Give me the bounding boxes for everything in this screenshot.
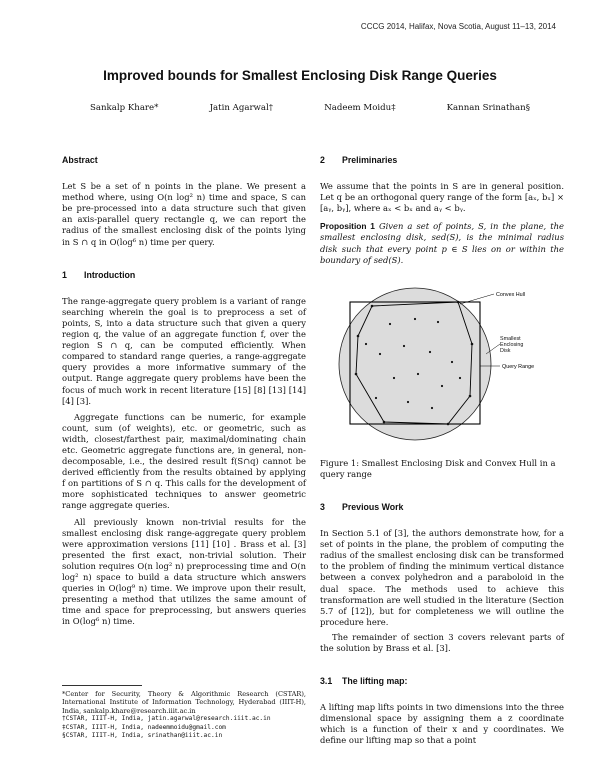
enclosing-disk	[339, 288, 491, 440]
proposition-label: Proposition 1	[320, 221, 375, 232]
section-title: The lifting map:	[342, 676, 408, 687]
label-enclosing-disk-wrap	[500, 336, 560, 362]
prelim-text: We assume that the points in S are in general position. Let q be an orthogonal query range of the form [aₓ, bₓ] × [aᵧ, bᵧ], where aₓ < bₓ and aᵧ < bᵧ.	[320, 181, 564, 214]
intro-paragraph-1: The range-aggregate query problem is a variant of range searching wherein the goal is to preprocess a set of points, S, into a data structure such that given a query region q, the value of an aggregate function f, over the region S ∩ q, can be computed efficiently. When compared to standard range queries, a range-aggregate query provides a more informative summary of the output. Range aggregate query problems have been the focus of much work in recent literature [15] [8] [13] [14] [4] [3].	[62, 295, 306, 406]
label-smallest-enclosing-disk: Smallest Enclosing Disk	[500, 335, 524, 354]
footnote-rule	[62, 685, 142, 686]
lifting-map-text: A lifting map lifts points in two dimensions into the three dimensional space by assigning them a z coordinate which is a function of their x and y coordinates. We define our lifting map so that a point	[320, 702, 564, 746]
section-title: Preliminaries	[342, 155, 398, 165]
left-column	[62, 155, 306, 627]
section-number: 1	[62, 269, 67, 280]
section-number: 3.1	[320, 676, 333, 687]
section-number: 2	[320, 155, 325, 165]
section-title: Previous Work	[342, 501, 404, 512]
label-convex-hull: Convex Hull	[496, 291, 526, 298]
section-heading-introduction	[62, 270, 306, 281]
footnote: ‡CSTAR, IIIT-H, India, nadeemmoidu@gmail.com	[62, 723, 226, 731]
footnotes	[62, 685, 306, 740]
figure-caption: Figure 1: Smallest Enclosing Disk and Convex Hull in a query range	[320, 457, 556, 479]
subsection-heading-lifting-map	[320, 676, 564, 687]
footnote: §CSTAR, IIIT-H, India, srinathan@iiit.ac.in	[62, 732, 223, 740]
section-heading-preliminaries	[320, 155, 564, 166]
author-name: Jatin Agarwal†	[209, 103, 274, 113]
section-heading-previous-work	[320, 502, 564, 513]
proposition-body: Given a set of points, S, in the plane, the smallest enclosing disk, sed(S), is the minimal radius disk such that every point p ∈ S lies on or within the boundary of sed(S).	[320, 221, 564, 265]
abstract-text: Let S be a set of n points in the plane. We present a method where, using O(n log² n) time and space, S can be pre-processed into a data structure such that given an axis-parallel query rectangle q, we can report the radius of the smallest enclosing disk of the points lying in S ∩ q in O(log⁶ n) time per query.	[62, 181, 306, 247]
figure-1	[320, 274, 564, 452]
label-query-range: Query Range	[502, 363, 535, 370]
author-name: Nadeem Moidu‡	[324, 103, 396, 113]
running-header: CCCG 2014, Halifax, Nova Scotia, August 11–13, 2014	[360, 22, 556, 31]
previous-work-paragraph-2: The remainder of section 3 covers relevant parts of the solution by Brass et al. [3].	[320, 631, 564, 653]
sed-diagram	[320, 274, 564, 452]
author-list	[90, 103, 530, 113]
footnote: †CSTAR, IIIT-H, India, jatin.agarwal@research.iiit.ac.in	[62, 715, 271, 723]
author-name: Sankalp Khare*	[90, 103, 159, 113]
section-number: 3	[320, 501, 325, 512]
footnote: *Center for Security, Theory & Algorithmic Research (CSTAR), International Institute of Information Technology, Hyderabad (IIIT-H), India, sankalp.khare@research.iiit.ac.in	[62, 690, 306, 715]
paper-title: Improved bounds for Smallest Enclosing Disk Range Queries	[103, 68, 497, 83]
proposition-1	[320, 221, 564, 265]
abstract-heading: Abstract	[62, 155, 98, 165]
author-name: Kannan Srinathan§	[446, 103, 530, 113]
right-column	[320, 155, 564, 747]
intro-paragraph-3: All previously known non-trivial results for the smallest enclosing disk range-aggregate query problem were approximation versions [11] [10] . Brass et al. [3] presented the first exact, non-trivial solution. Their solution requires O(n log² n) preprocessing time and O(n log² n) space to build a data structure which answers queries in O(log⁹ n) time. We improve upon their result, presenting a method that utilizes the same amount of time and space for preprocessing, but answers queries in O(log⁶ n) time.	[62, 516, 306, 627]
previous-work-paragraph-1: In Section 5.1 of [3], the authors demonstrate how, for a set of points in the plane, the problem of computing the radius of the smallest enclosing disk can be transformed to the problem of finding the minimum vertical distance between a convex polyhedron and a paraboloid in the dual space. The methods used to achieve this transformation are well studied in the literature (Section 5.7 of [12]), but for completeness we will outline the procedure here.	[320, 528, 564, 627]
intro-paragraph-2: Aggregate functions can be numeric, for example count, sum (of weights), etc. or geometric, such as width, closest/farthest pair, maximal/dominating chain etc. Geometric aggregate functions are, in general, non-decomposable, i.e., the desired result f(S∩q) cannot be derived efficiently from the results obtained by applying f on partitions of S ∩ q. This calls for the development of more sophisticated techniques to answer geometric range aggregate queries.	[62, 411, 306, 511]
section-title: Introduction	[84, 269, 136, 280]
